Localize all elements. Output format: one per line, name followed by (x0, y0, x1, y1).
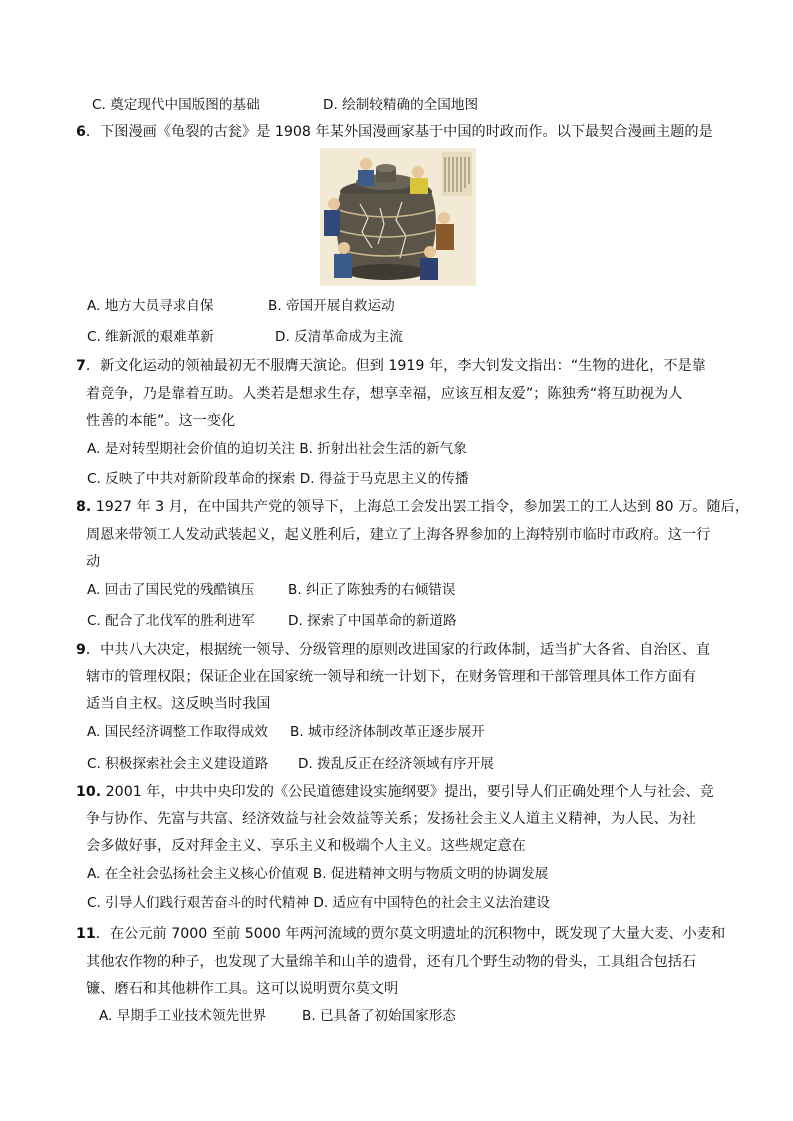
cartoon-illustration (320, 148, 476, 286)
q6-option-b: B. 帝国开展自救运动 (268, 298, 395, 314)
question-8-line-3: 动 (86, 554, 101, 570)
question-7-line-3: 性善的本能”。这一变化 (86, 413, 236, 429)
question-text: ．下图漫画《龟裂的古瓮》是 1908 年某外国漫画家基于中国的时政而作。以下最契合漫画主题的是 (85, 124, 713, 140)
question-10-line-1 (76, 782, 714, 802)
q6-option-d: D. 反清革命成为主流 (275, 329, 403, 345)
question-6-stem (76, 122, 713, 142)
q5-option-d: D. 绘制较精确的全国地图 (323, 97, 479, 113)
q9-option-c: C. 积极探索社会主义建设道路 (87, 756, 269, 772)
q8-option-a: A. 回击了国民党的残酷镇压 (87, 582, 255, 598)
q9-option-a: A. 国民经济调整工作取得成效 (87, 724, 268, 740)
q7-options-cd: C. 反映了中共对新阶段革命的探索 D. 得益于马克思主义的传播 (87, 471, 469, 487)
cartoon-cracked-urn (320, 148, 476, 286)
question-number: 10. (76, 784, 102, 800)
q9-option-b: B. 城市经济体制改革正逐步展开 (290, 724, 485, 740)
question-number: 8. (76, 499, 92, 515)
question-number: 7 (76, 358, 86, 374)
q10-options-ab: A. 在全社会弘扬社会主义核心价值观 B. 促进精神文明与物质文明的协调发展 (87, 866, 549, 882)
question-8-line-1 (76, 497, 749, 517)
question-11-line-3: 镰、磨石和其他耕作工具。这可以说明贾尔莫文明 (86, 981, 399, 997)
question-10-line-2: 争与协作、先富与共富、经济效益与社会效益等关系；发扬社会主义人道主义精神，为人民、为社 (86, 811, 697, 827)
question-8-line-2: 周恩来带领工人发动武装起义，起义胜利后，建立了上海各界参加的上海特别市临时市政府。这一行 (86, 527, 711, 543)
q11-option-a: A. 早期手工业技术领先世界 (99, 1008, 267, 1024)
q6-option-a: A. 地方大员寻求自保 (87, 298, 214, 314)
q6-option-c: C. 维新派的艰难革新 (87, 329, 214, 345)
question-7-line-1 (76, 356, 706, 376)
q5-option-c: C. 奠定现代中国版图的基础 (92, 97, 260, 113)
question-7-line-2: 着竞争，乃是靠着互助。人类若是想求生存，想享幸福，应该互相友爱”；陈独秀“将互助视为人 (86, 386, 683, 402)
q9-option-d: D. 拨乱反正在经济领域有序开展 (298, 756, 494, 772)
question-9-line-1 (76, 640, 710, 660)
q11-option-b: B. 已具备了初始国家形态 (302, 1008, 456, 1024)
question-9-line-3: 适当自主权。这反映当时我国 (86, 696, 271, 712)
q7-options-ab: A. 是对转型期社会价值的迫切关注 B. 折射出社会生活的新气象 (87, 441, 467, 457)
question-number: 11 (76, 926, 96, 942)
question-text: ．在公元前 7000 至前 5000 年两河流域的贾尔莫文明遗址的沉积物中，既发现了大量大麦、小麦和 (95, 926, 726, 942)
question-11-line-1 (76, 924, 725, 944)
q8-option-b: B. 纠正了陈独秀的右倾错误 (288, 582, 456, 598)
question-9-line-2: 辖市的管理权限；保证企业在国家统一领导和统一计划下，在财务管理和干部管理具体工作方面有 (86, 669, 697, 685)
question-11-line-2: 其他农作物的种子，也发现了大量绵羊和山羊的遗骨，还有几个野生动物的骨头，工具组合包括石 (86, 954, 697, 970)
question-10-line-3: 会多做好事，反对拜金主义、享乐主义和极端个人主义。这些规定意在 (86, 838, 526, 854)
question-text: 2001 年，中共中央印发的《公民道德建设实施纲要》提出，要引导人们正确处理个人与社会、竞 (101, 784, 714, 800)
q8-option-c: C. 配合了北伐军的胜利进军 (87, 613, 255, 629)
question-text: ．中共八大决定，根据统一领导、分级管理的原则改进国家的行政体制，适当扩大各省、自治区、直 (85, 642, 711, 658)
question-number: 9 (76, 642, 86, 658)
question-text: ．新文化运动的领袖最初无不服膺天演论。但到 1919 年，李大钊发文指出：“生物的进化，不是靠 (85, 358, 706, 374)
question-number: 6 (76, 124, 86, 140)
q8-option-d: D. 探索了中国革命的新道路 (288, 613, 457, 629)
question-text: 1927 年 3 月，在中国共产党的领导下，上海总工会发出罢工指令，参加罢工的工人达到 80 万。随后， (91, 499, 750, 515)
q10-options-cd: C. 引导人们践行艰苦奋斗的时代精神 D. 适应有中国特色的社会主义法治建设 (87, 895, 550, 911)
